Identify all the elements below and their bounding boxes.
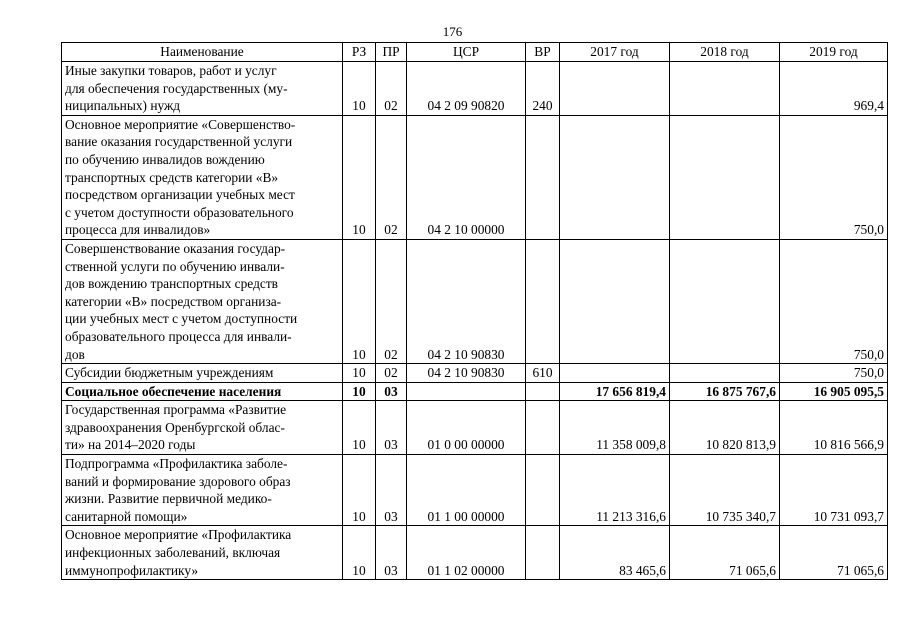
row-name: Основное мероприятие «Совершенство- вание оказания государственной услуги по обучению инвалидов вождению транспортных средств категории «В» посредством организации учебных мест с учетом доступности образовательного процесса для инвалидов» [62,115,343,239]
row-vr [526,115,560,239]
row-2018 [670,115,780,239]
row-rz: 10 [343,115,376,239]
row-name: Основное мероприятие «Профилактика инфекционных заболеваний, включая иммунопрофилактику» [62,526,343,580]
table-row [62,115,888,239]
column-header: Наименование [62,43,343,62]
table-row [62,455,888,526]
row-2018: 71 065,6 [670,526,780,580]
row-name: Социальное обеспечение населения [62,382,343,401]
column-header: ПР [376,43,407,62]
row-2019: 750,0 [780,364,888,383]
row-csr: 04 2 10 00000 [407,115,526,239]
row-2019: 16 905 095,5 [780,382,888,401]
header-row [62,43,888,62]
row-2017: 83 465,6 [560,526,670,580]
row-vr: 610 [526,364,560,383]
row-csr: 01 1 02 00000 [407,526,526,580]
row-pr: 03 [376,455,407,526]
row-2017: 11 358 009,8 [560,401,670,455]
row-2017 [560,62,670,116]
row-rz: 10 [343,455,376,526]
table-row-total [62,382,888,401]
row-name: Подпрограмма «Профилактика заболе- ваний и формирование здорового образ жизни. Развитие первичной медико- санитарной помощи» [62,455,343,526]
row-pr: 03 [376,382,407,401]
row-csr: 04 2 10 90830 [407,239,526,363]
row-csr: 04 2 10 90830 [407,364,526,383]
row-rz: 10 [343,401,376,455]
row-name: Субсидии бюджетным учреждениям [62,364,343,383]
row-2017: 17 656 819,4 [560,382,670,401]
row-vr [526,382,560,401]
row-pr: 02 [376,115,407,239]
column-header: ЦСР [407,43,526,62]
row-2018: 10 735 340,7 [670,455,780,526]
row-pr: 02 [376,239,407,363]
row-csr [407,382,526,401]
column-header: РЗ [343,43,376,62]
table-row [62,401,888,455]
row-2019: 71 065,6 [780,526,888,580]
row-2018 [670,62,780,116]
row-2017: 11 213 316,6 [560,455,670,526]
row-2018: 10 820 813,9 [670,401,780,455]
row-2019: 10 731 093,7 [780,455,888,526]
table-row [62,62,888,116]
row-pr: 03 [376,401,407,455]
column-header: 2017 год [560,43,670,62]
row-pr: 02 [376,364,407,383]
row-rz: 10 [343,62,376,116]
column-header: 2019 год [780,43,888,62]
row-2018: 16 875 767,6 [670,382,780,401]
row-2018 [670,364,780,383]
column-header: 2018 год [670,43,780,62]
row-vr [526,401,560,455]
row-2019: 750,0 [780,115,888,239]
row-pr: 02 [376,62,407,116]
table-row [62,526,888,580]
row-csr: 04 2 09 90820 [407,62,526,116]
row-vr [526,526,560,580]
row-2019: 10 816 566,9 [780,401,888,455]
row-rz: 10 [343,526,376,580]
row-pr: 03 [376,526,407,580]
row-2019: 969,4 [780,62,888,116]
row-name: Совершенствование оказания государ- ственной услуги по обучению инвали- дов вождению транспортных средств категории «В» посредством организа- ции учебных мест с учетом доступности образовательного процесса для инвали- дов [62,239,343,363]
row-csr: 01 0 00 00000 [407,401,526,455]
table-row [62,239,888,363]
row-rz: 10 [343,382,376,401]
row-2019: 750,0 [780,239,888,363]
column-header: ВР [526,43,560,62]
row-name: Государственная программа «Развитие здравоохранения Оренбургской облас- ти» на 2014–2020 годы [62,401,343,455]
row-vr [526,455,560,526]
row-2017 [560,115,670,239]
budget-table [61,42,888,580]
row-csr: 01 1 00 00000 [407,455,526,526]
row-name: Иные закупки товаров, работ и услуг для обеспечения государственных (му- ниципальных) нужд [62,62,343,116]
row-rz: 10 [343,239,376,363]
row-vr [526,239,560,363]
row-2018 [670,239,780,363]
row-vr: 240 [526,62,560,116]
row-2017 [560,239,670,363]
row-rz: 10 [343,364,376,383]
row-2017 [560,364,670,383]
page-number: 176 [442,24,463,39]
table-row [62,364,888,383]
